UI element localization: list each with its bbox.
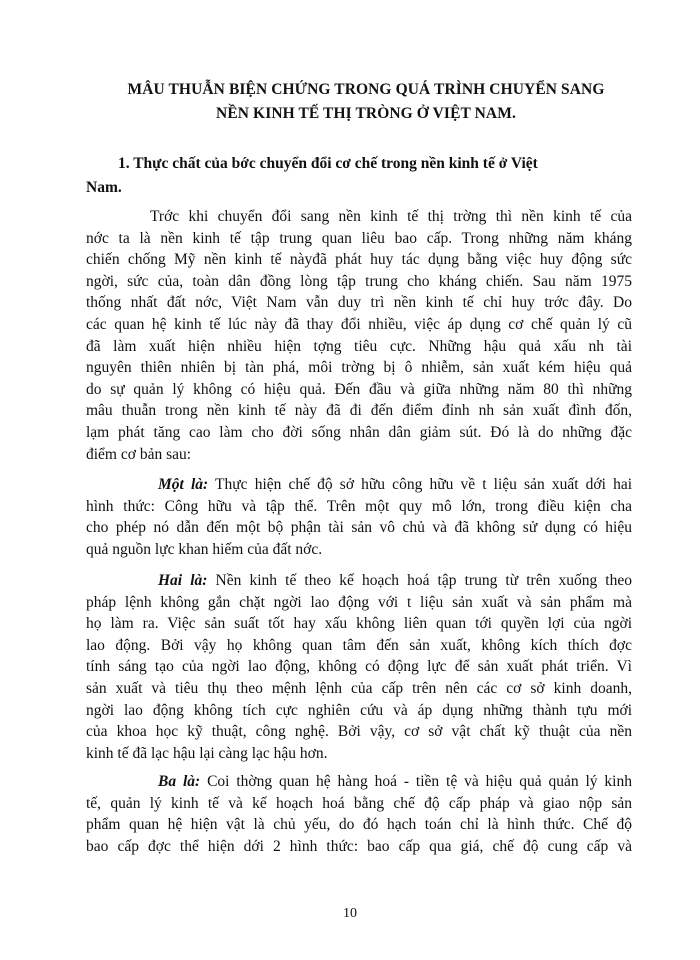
point-three-paragraph xyxy=(86,771,632,857)
paragraph-line: lạm phát tăng cao làm cho đời sống nhân dân giảm sút. Đó là do những đặc xyxy=(86,423,632,441)
paragraph-line: của khoa học kỹ thuật, công nghệ. Bởi vậy, cơ sở vật chất kỹ thuật của nền xyxy=(86,723,632,741)
paragraph-line: cho phép nó dẫn đến một bộ phận tài sản vô chủ và đã không sử dụng có hiệu xyxy=(86,519,632,537)
point-three-lead: Ba là: xyxy=(158,773,201,790)
paragraph-line: do sự quản lý không có hiệu quả. Đến đầu và giữa những năm 80 thì những xyxy=(86,380,632,398)
paragraph-line: lao động. Bởi vậy họ không quan tâm đến sản xuất, không kích thích đợc xyxy=(86,636,632,654)
paragraph-line: nguyên thiên nhiên bị tàn phá, môi trờng bị ô nhiễm, sản xuất kém hiệu quả xyxy=(86,359,632,377)
paragraph-line: sản xuất và tiêu thụ theo mệnh lệnh của cấp trên nên các cơ sở kinh doanh, xyxy=(86,679,632,697)
point-one-text: Thực hiện chế độ sở hữu công hữu về t liệu sản xuất dới hai xyxy=(208,476,632,493)
paragraph-line: bao cấp đợc thể hiện dới 2 hình thức: bao cấp qua giá, chế độ cung cấp và xyxy=(86,837,632,855)
section-heading xyxy=(86,152,618,200)
point-three-text: Coi thờng quan hệ hàng hoá - tiền tệ và hiệu quả quản lý kinh xyxy=(200,773,632,790)
paragraph-line xyxy=(86,474,632,496)
paragraph-line xyxy=(86,771,632,793)
paragraph-line: quả nguồn lực khan hiếm của đất nớc. xyxy=(86,540,323,558)
paragraph-line: thống nhất đất nớc, Việt Nam vẫn duy trì nền kinh tế chỉ huy trớc đây. Do xyxy=(86,294,632,312)
paragraph-line: tế, quản lý kinh tế và kế hoạch hoá bằng chế độ cấp pháp và giao nộp sản xyxy=(86,794,632,812)
paragraph-line: chiến chống Mỹ nền kinh tế nàyđã phát huy tác dụng bằng việc huy động sức xyxy=(86,251,632,269)
paragraph-line: đã làm xuất hiện nhiều hiện tợng tiêu cực. Những hậu quả xấu nh tài xyxy=(86,337,632,355)
paragraph-line: họ làm ra. Việc sản suất tốt hay xấu không liên quan tới quyền lợi của ngời xyxy=(86,615,632,633)
title-line-2: NỀN KINH TẾ THỊ TRÒNG Ở VIỆT NAM. xyxy=(216,105,516,122)
point-one-paragraph xyxy=(86,474,632,560)
point-two-paragraph xyxy=(86,570,632,764)
paragraph-line: hình thức: Công hữu và tập thể. Trên một quy mô lớn, trong điều kiện cha xyxy=(86,497,632,515)
point-two-text: Nền kinh tế theo kế hoạch hoá tập trung từ trên xuống theo xyxy=(207,572,632,589)
point-two-lead: Hai là: xyxy=(158,572,208,589)
paragraph-line: mâu thuẫn trong nền kinh tế này đã đi đến điểm đỉnh nh sản xuất đình đốn, xyxy=(86,402,632,420)
paragraph-line: phẩm quan hệ hiện vật là chủ yếu, do đó hạch toán chỉ là hình thức. Chế độ xyxy=(86,816,632,834)
paragraph-line: kinh tế đã lạc hậu lại càng lạc hậu hơn. xyxy=(86,744,328,762)
paragraph-line: các quan hệ kinh tế lúc này đã thay đổi nhiều, việc áp dụng cơ chế quản lý cũ xyxy=(86,315,632,333)
title-line-1: MÂU THUẪN BIỆN CHỨNG TRONG QUÁ TRÌNH CHUYỂN SANG xyxy=(127,81,605,98)
document-title xyxy=(60,78,672,126)
paragraph-line: tính sáng tạo của ngời lao động, không có động lực để sản xuất phát triển. Vì xyxy=(86,658,632,676)
paragraph-line: nớc ta là nền kinh tế tập trung quan liêu bao cấp. Trong những năm kháng xyxy=(86,229,632,247)
paragraph-line: ngời, sức của, toàn dân đồng lòng tập trung cho kháng chiến. Sau năm 1975 xyxy=(86,272,632,290)
paragraph-line xyxy=(86,570,632,592)
paragraph-line: Trớc khi chuyển đổi sang nền kinh tế thị trờng thì nền kinh tế của xyxy=(150,208,632,225)
paragraph-line: điểm cơ bản sau: xyxy=(86,445,192,463)
paragraph-line: ngời lao động không tích cực nghiên cứu và áp dụng những thành tựu mới xyxy=(86,701,632,719)
page-number: 10 xyxy=(343,906,357,921)
point-one-lead: Một là: xyxy=(158,476,209,493)
section-heading-line-1: 1. Thực chất của bớc chuyển đổi cơ chế trong nền kinh tế ở Việt xyxy=(118,155,538,172)
paragraph-line: pháp lệnh không gắn chặt ngời lao động với t liệu sản xuất và sản phẩm mà xyxy=(86,593,632,611)
intro-paragraph xyxy=(86,206,632,465)
section-heading-line-2: Nam. xyxy=(86,179,122,196)
